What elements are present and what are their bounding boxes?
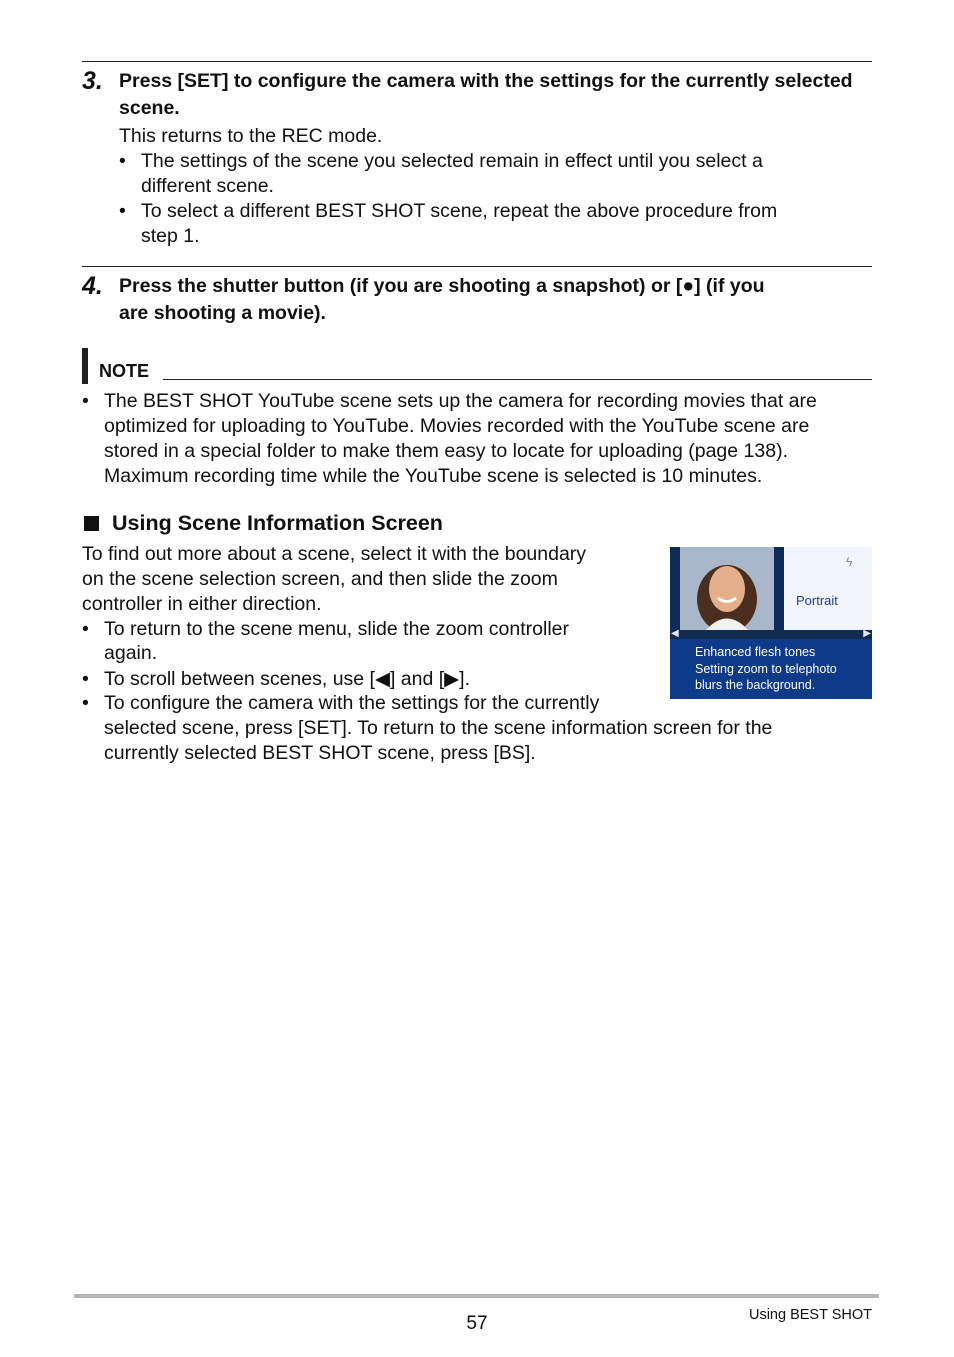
right-arrow-icon: ▶ — [863, 628, 871, 639]
step4-title-line-2: are shooting a movie). — [119, 302, 326, 324]
step4-top-rule — [82, 266, 872, 267]
step3-top-rule — [82, 61, 872, 62]
section-bullet-1-line-2: again. — [104, 642, 158, 664]
section-square-icon — [84, 516, 99, 531]
section-intro-line-3: controller in either direction. — [82, 593, 322, 615]
scroll-strip — [670, 630, 872, 639]
note-line-2: optimized for uploading to YouTube. Movies recorded with the YouTube scene are — [104, 415, 810, 437]
step4-title-line-1: Press the shutter button (if you are shooting a snapshot) or [●] (if you — [119, 275, 765, 297]
bullet-dot: • — [82, 618, 89, 640]
bullet-dot: • — [82, 668, 89, 690]
step3-number: 3. — [82, 67, 103, 95]
footer-rule — [74, 1294, 879, 1298]
note-line-3: stored in a special folder to make them easy to locate for uploading (page 138). — [104, 440, 788, 462]
section-bullet-2-line-1: To scroll between scenes, use [◀] and [▶]. — [104, 668, 471, 690]
note-line-1: The BEST SHOT YouTube scene sets up the camera for recording movies that are — [104, 390, 817, 412]
note-rule — [163, 379, 872, 380]
section-bullet-1-line-1: To return to the scene menu, slide the zoom controller — [104, 618, 569, 640]
section-bullet-3-line-3: currently selected BEST SHOT scene, press [BS]. — [104, 742, 536, 764]
portrait-photo — [670, 547, 784, 630]
step3-text: This returns to the REC mode. — [119, 125, 383, 147]
page-number: 57 — [466, 1313, 488, 1334]
section-title: Using Scene Information Screen — [112, 511, 443, 535]
step3-bullet-2-line-1: To select a different BEST SHOT scene, repeat the above procedure from — [141, 200, 778, 222]
scene-info-screen — [670, 547, 872, 699]
note-label: NOTE — [99, 361, 150, 381]
scene-panel — [784, 547, 872, 630]
note-marker — [82, 348, 88, 384]
scene-description-line-2: Setting zoom to telephoto — [695, 661, 837, 676]
bullet-dot: • — [119, 200, 126, 222]
step4-number: 4. — [82, 272, 103, 300]
bullet-dot: • — [82, 692, 89, 714]
section-intro-line-1: To find out more about a scene, select it with the boundary — [82, 543, 587, 565]
portrait-illustration — [670, 547, 784, 630]
bullet-dot: • — [119, 150, 126, 172]
step3-bullet-2-line-2: step 1. — [141, 225, 200, 247]
left-arrow-icon: ◀ — [671, 628, 679, 639]
scene-description — [695, 644, 865, 694]
flash-icon: ϟ — [846, 555, 853, 569]
section-bullet-3-line-2: selected scene, press [SET]. To return to the scene information screen for the — [104, 717, 773, 739]
section-intro-line-2: on the scene selection screen, and then slide the zoom — [82, 568, 558, 590]
scene-description-line-3: blurs the background. — [695, 678, 816, 692]
bullet-dot: • — [82, 390, 89, 412]
footer-section-label: Using BEST SHOT — [748, 1307, 872, 1323]
note-line-4: Maximum recording time while the YouTube scene is selected is 10 minutes. — [104, 465, 763, 487]
step3-bullet-1-line-2: different scene. — [141, 175, 274, 197]
scene-description-line-1: Enhanced flesh tones — [695, 645, 816, 659]
step3-title: Press [SET] to configure the camera with the settings for the currently selected scene. — [119, 70, 853, 119]
scene-name: Portrait — [796, 593, 838, 608]
step3-bullet-1-line-1: The settings of the scene you selected remain in effect until you select a — [141, 150, 763, 172]
section-bullet-3-line-1: To configure the camera with the settings for the currently — [104, 692, 600, 714]
